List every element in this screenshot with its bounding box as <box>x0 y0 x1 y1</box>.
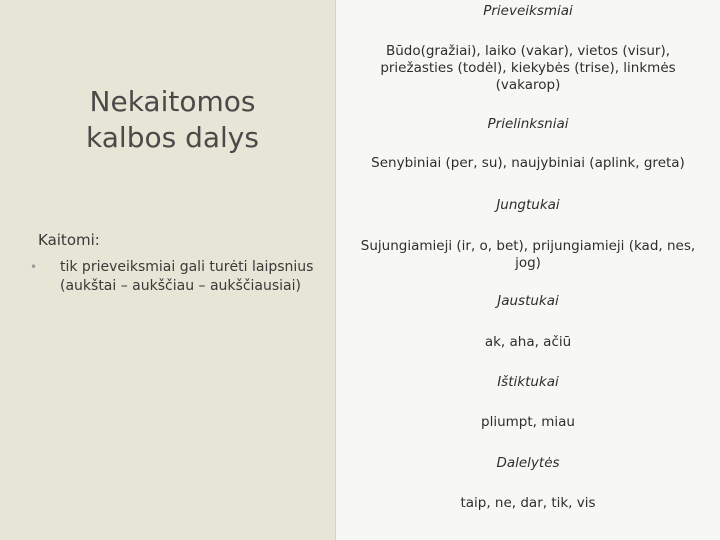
left-bullet-item <box>30 258 320 296</box>
text-dalelytes: taip, ne, dar, tik, vis <box>460 495 596 511</box>
text-jaustukai: ak, aha, ačiū <box>484 334 572 350</box>
heading-prielinksniai: Prielinksniai <box>487 116 569 132</box>
title-line-1: Nekaitomos <box>89 85 256 118</box>
heading-jaustukai: Jaustukai <box>497 293 559 309</box>
slide-title <box>0 84 345 156</box>
bullet-icon: • <box>30 260 38 274</box>
left-heading: Kaitomi: <box>38 231 100 249</box>
text-prielinksniai: Senybiniai (per, su), naujybiniai (aplink, greta) <box>371 155 685 171</box>
bullet-text: tik prieveiksmiai gali turėti laipsnius (aukštai – aukščiau – aukščiausiai) <box>60 259 314 294</box>
heading-istiktukai: Ištiktukai <box>497 374 559 390</box>
heading-jungtukai: Jungtukai <box>496 197 560 213</box>
text-jungtukai: Sujungiamieji (ir, o, bet), prijungiamieji (kad, nes, jog) <box>360 238 696 271</box>
text-istiktukai: pliumpt, miau <box>481 414 575 430</box>
title-line-2: kalbos dalys <box>86 121 259 154</box>
heading-prieveiksmiai: Prieveiksmiai <box>483 3 573 19</box>
text-prieveiksmiai: Būdo(gražiai), laiko (vakar), vietos (visur), priežasties (todėl), kiekybės (trise), linkmės (vakarop) <box>380 43 676 93</box>
heading-dalelytes: Dalelytės <box>496 455 560 471</box>
